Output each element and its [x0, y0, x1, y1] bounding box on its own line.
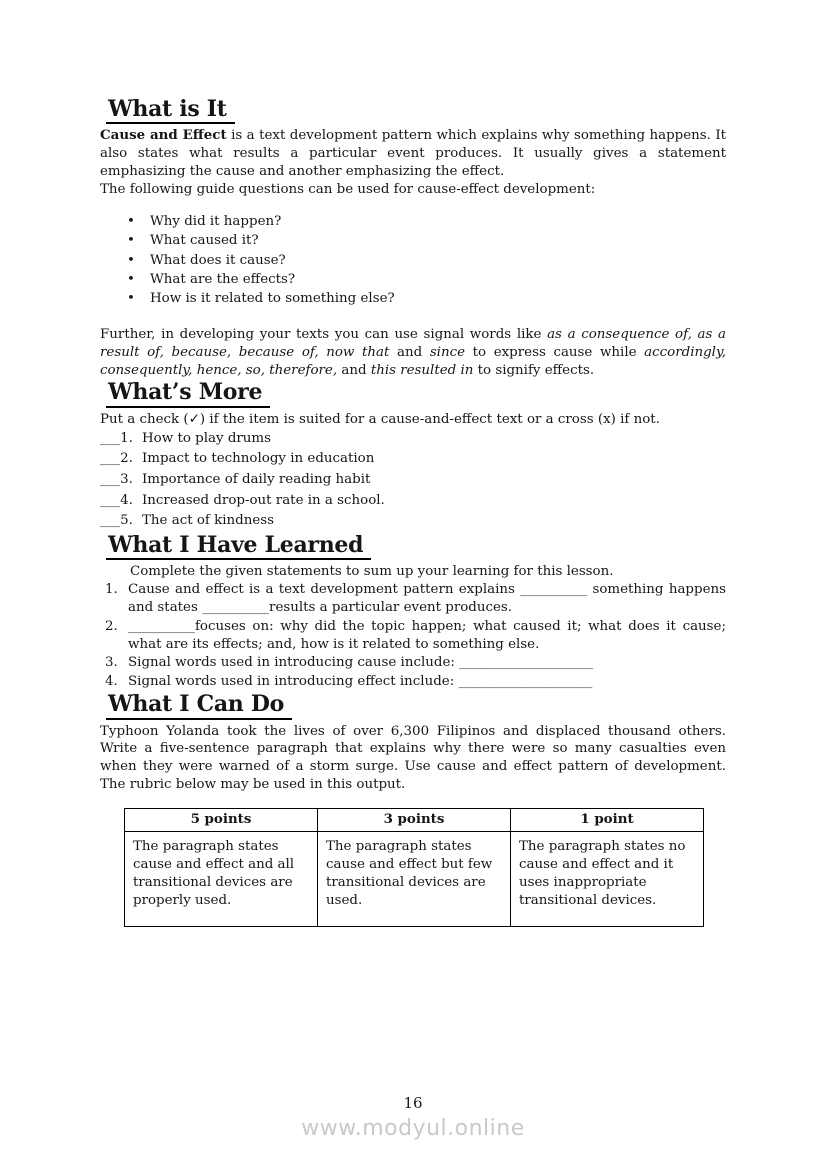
item-number: 2. — [105, 618, 118, 634]
bullet-icon: • — [127, 252, 135, 268]
heading-text: What’s More — [106, 379, 270, 407]
list-item — [100, 212, 726, 231]
bullet-text: What does it cause? — [150, 252, 286, 268]
check-list — [100, 429, 726, 532]
bullet-icon: • — [127, 272, 135, 288]
blank-and-number: ___1. — [100, 430, 133, 446]
check-item-text: The act of kindness — [142, 513, 275, 529]
learned-list — [100, 581, 726, 691]
lead-bold-term: Cause and Effect — [100, 127, 227, 144]
table-row — [125, 808, 704, 831]
text-run: and — [337, 362, 371, 378]
heading-text: What is It — [106, 96, 235, 124]
text-run: and — [389, 344, 430, 360]
lead-paragraph — [100, 127, 726, 180]
bullet-icon: • — [127, 213, 135, 229]
rubric-header-5-points: 5 points — [125, 808, 318, 831]
guide-questions-line: The following guide questions can be used for cause-effect development: — [100, 181, 596, 197]
text-run: to signify effects. — [473, 362, 595, 378]
page-number: 16 — [403, 1094, 423, 1112]
check-item — [100, 511, 726, 532]
table-row — [125, 831, 704, 926]
rubric-table — [124, 808, 704, 927]
heading-text: What I Have Learned — [106, 532, 371, 560]
bullet-text: What caused it? — [150, 233, 259, 249]
learned-item-text: Cause and effect is a text development pattern explains __________ something happens and states __________results a particular event produces. — [128, 582, 726, 616]
rubric-header-row — [125, 808, 704, 831]
text-run: Further, in developing your texts you can use signal words like — [100, 326, 548, 342]
item-number: 1. — [105, 582, 118, 598]
list-item — [100, 289, 726, 308]
watermark-text: www.modyul.online — [301, 1116, 525, 1141]
learned-item — [100, 581, 726, 618]
rubric-cell-3-points: The paragraph states cause and effect but few transitional devices are used. — [318, 831, 511, 926]
learned-item-text: Signal words used in introducing effect include: ____________________ — [128, 673, 593, 689]
check-item-text: Increased drop-out rate in a school. — [142, 492, 385, 508]
signal-words-paragraph — [100, 326, 726, 379]
lead-text: is a text development pattern which explains why something happens. It also states what results a particular event produces. It usually gives a statement emphasizing the cause and another emphasizing the effect. — [100, 128, 726, 180]
section-heading-what-i-have-learned — [106, 532, 726, 560]
section-heading-what-i-can-do — [106, 691, 726, 719]
blank-and-number: ___5. — [100, 513, 133, 529]
blank-and-number: ___4. — [100, 492, 133, 508]
learned-item — [100, 618, 726, 655]
rubric-header-3-points: 3 points — [318, 808, 511, 831]
check-item-text: Impact to technology in education — [142, 451, 375, 467]
learned-item — [100, 654, 726, 672]
learned-item-text: Signal words used in introducing cause include: ____________________ — [128, 655, 594, 671]
rubric-body — [125, 831, 704, 926]
list-item — [100, 231, 726, 250]
italic-signal-words-effect: accordingly, consequently, hence, so, therefore, — [100, 344, 726, 378]
check-item-text: Importance of daily reading habit — [142, 471, 371, 487]
bullet-icon: • — [127, 233, 135, 249]
check-item — [100, 449, 726, 470]
check-instruction: Put a check (✓) if the item is suited for a cause-and-effect text or a cross (x) if not. — [100, 411, 660, 427]
text-run: to express cause while — [465, 344, 645, 360]
task-paragraph: Typhoon Yolanda took the lives of over 6,300 Filipinos and displaced thousand others. Write a five-sentence paragraph that explains why there were so many casualties even when they were warned of a storm surge. Use cause and effect pattern of development. The rubric below may be used in this output. — [100, 723, 726, 793]
bullet-text: Why did it happen? — [150, 213, 282, 229]
check-item — [100, 470, 726, 491]
check-item — [100, 491, 726, 512]
heading-text: What I Can Do — [106, 691, 292, 719]
bullet-icon: • — [127, 291, 135, 307]
item-number: 3. — [105, 655, 118, 671]
list-item — [100, 251, 726, 270]
complete-instruction: Complete the given statements to sum up your learning for this lesson. — [130, 564, 614, 580]
guide-questions-list — [100, 212, 726, 309]
rubric-cell-1-point: The paragraph states no cause and effect and it uses inappropriate transitional devices. — [511, 831, 704, 926]
item-number: 4. — [105, 673, 118, 689]
rubric-header-1-point: 1 point — [511, 808, 704, 831]
rubric-cell-5-points: The paragraph states cause and effect and all transitional devices are properly used. — [125, 831, 318, 926]
blank-and-number: ___3. — [100, 471, 133, 487]
learned-item-text: __________focuses on: why did the topic happen; what caused it; what does it cause; what are its effects; and, how is it related to something else. — [128, 618, 726, 653]
learned-item — [100, 673, 726, 691]
italic-signal-word: since — [429, 344, 466, 360]
blank-and-number: ___2. — [100, 451, 133, 467]
bullet-text: How is it related to something else? — [150, 291, 395, 307]
list-item — [100, 270, 726, 289]
italic-signal-words-cause: as a consequence of, as a result of, because, because of, now that — [100, 326, 726, 360]
section-heading-what-is-it — [106, 96, 726, 124]
section-heading-whats-more — [106, 379, 726, 407]
check-item — [100, 429, 726, 450]
check-item-text: How to play drums — [142, 430, 271, 446]
italic-signal-word: this resulted in — [370, 362, 474, 378]
bullet-text: What are the effects? — [150, 272, 296, 288]
